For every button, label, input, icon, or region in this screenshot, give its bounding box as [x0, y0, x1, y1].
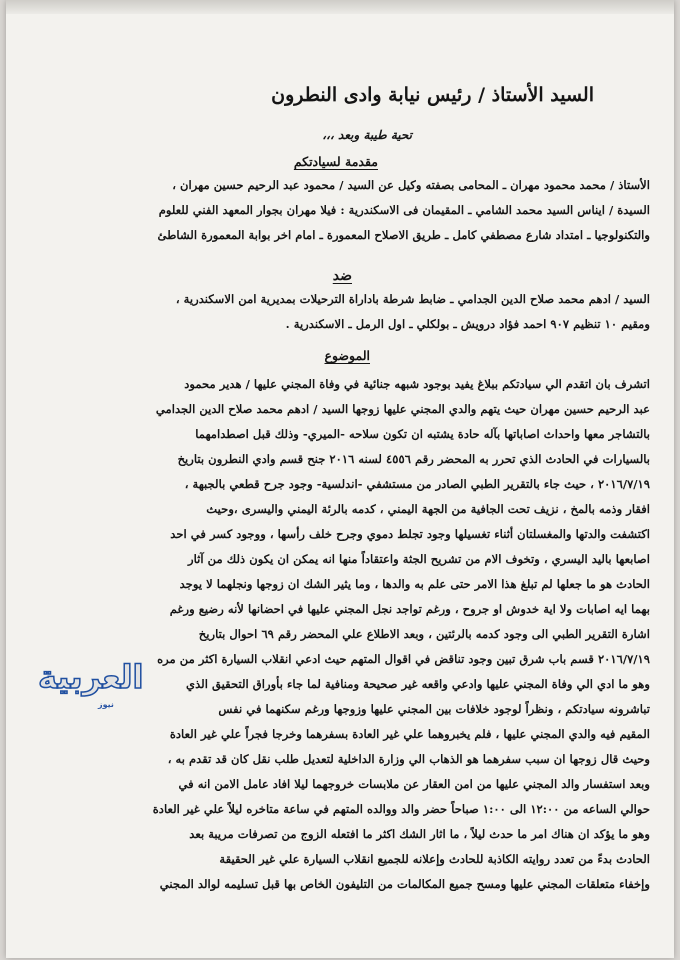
against-line: ومقيم ١٠ تنظيم ٩٠٧ احمد فؤاد درويش ـ بولكلي ـ اول الرمل ـ الاسكندرية .	[285, 317, 650, 331]
subject-line: وحيث قال زوجها ان سبب سفرهما هو الذهاب الي وزارة الداخلية لتعديل طلب نقل كان قد تقدم به ،	[167, 752, 650, 766]
subject-line: وهو ما يؤكد ان هناك امر ما حدث ليلاً ، ما اثار الشك اكثر ما افتعله الزوج من تصرفات مريبة بعد	[189, 827, 650, 841]
subject-line: اشارة التقرير الطبي الى وجود كدمه بالرئتين ، وبعد الاطلاع علي المحضر رقم ٦٩ احوال بتاريخ	[198, 627, 650, 641]
subject-section-title: الموضوع	[324, 348, 370, 363]
document-page	[6, 0, 674, 958]
against-section-title: ضد	[332, 268, 352, 284]
subject-line: بالسيارات في الحادث الذي تحرر به المحضر رقم ٤٥٥٦ لسنه ٢٠١٦ جنح قسم وادي النطرون بتاريخ	[177, 452, 650, 466]
against-paragraph	[30, 287, 650, 337]
subject-line: تباشرونه سيادتكم ، ونظراً لوجود خلافات بين المجني عليها وزوجها ورغم سكنهما في نفس	[218, 702, 650, 716]
intro-paragraph	[30, 173, 650, 248]
subject-line: اصابعها باليد اليسري ، وتخوف الام من تشريح الجثة واعتقاداً منها انه يمكن ان يكون ذلك من آثار	[188, 552, 650, 566]
intro-line: والتكنولوجيا ـ امتداد شارع مصطفي كامل ـ طريق الاصلاح المعمورة ـ امام اخر بوابة المعمورة الشاطئ	[157, 228, 650, 242]
intro-section-title: مقدمة لسيادتكم	[293, 154, 378, 169]
subject-line: ٢٠١٦/٧/١٩ ، حيث جاء بالتقرير الطبي الصادر من مستشفي -اندلسية- وجود جرح قطعي بالجبهة ،	[184, 477, 650, 491]
subject-line: الحادث بدءً من تعدد روايته الكاذبة للحادث وإعلانه للجميع انقلاب السيارة علي غير الحقيقة	[219, 852, 650, 866]
subject-line: ٢٠١٦/٧/١٩ قسم باب شرق تبين وجود تناقض في اقوال المتهم حيث ادعي انقلاب السيارة اكثر من مره	[157, 652, 650, 666]
subject-line: اكتشفت والدتها والمغسلتان أثناء تغسيلها وجود تجلط دموي وجرح خلف رأسها ، ووجود كسر في احد	[170, 527, 650, 541]
subject-line: وبعد استفسار والد المجني عليها من امن العقار عن ملابسات خروجهما ليلا افاد عامل الامن انه في	[178, 777, 650, 791]
subject-line: وإخفاء متعلقات المجني عليها ومسح جميع المكالمات من التليفون الخاص بها قبل تسليمه لوالد المجني	[159, 877, 650, 891]
addressee-heading: السيد الأستاذ / رئيس نيابة وادى النطرون	[271, 84, 594, 106]
subject-paragraph	[30, 372, 650, 897]
subject-line: المقيم فيه والدي المجني عليها ، فلم يخبروهما علي غير العادة بسفرهما وخرجا فجراً علي غير العادة	[169, 727, 650, 741]
subject-line: بهما ايه اصابات ولا اية خدوش او جروح ، ورغم تواجد نجل المجني عليها في احضانها لأنه رضيع ورغم	[169, 602, 650, 616]
subject-line: وهو ما ادي الي وفاة المجني عليها وادعي واقعه غير صحيحة ومنافية لما جاء بأوراق التحقيق الذي	[186, 677, 650, 691]
subject-line: بالتشاجر معها واحداث اصاباتها بآله حادة يشتبه ان تكون سلاحه -الميري- وذلك قبل اصطدامهما	[195, 427, 650, 441]
watermark-logo-subtext: نيوز	[98, 700, 114, 709]
subject-line: الحادث هو ما جعلها لم تبلغ هذا الامر حتى علم به والدها ، وما يثير الشك ان زوجها ونجلهما لا يوجد	[179, 577, 650, 591]
subject-line: عبد الرحيم حسين مهران حيث يتهم والدي المجني عليها زوجها السيد / ادهم محمد صلاح الدين الجدامي	[155, 402, 650, 416]
watermark-logo-text: العربية	[38, 658, 144, 696]
against-line: السيد / ادهم محمد صلاح الدين الجدامي ـ ضابط شرطة باداراة الترحيلات بمديرية امن الاسكندرية ،	[175, 292, 650, 306]
subject-line: حوالي الساعه من ١٢:٠٠ الى ١:٠٠ صباحاً حضر والد ووالده المتهم في ساعة متاخره ليلاً علي غير العادة	[152, 802, 650, 816]
subject-line: افقار وذمه بالمخ ، نزيف تحت الجافية من الجهة اليمني ، كدمه بالرئة اليمني واليسرى ،وحيث	[206, 502, 650, 516]
intro-line: السيدة / ايناس السيد محمد الشامي ـ المقيمان فى الاسكندرية : فيلا مهران بجوار المعهد الفني للعلوم	[158, 203, 650, 217]
greeting-line: تحية طيبة وبعد ،،،	[322, 128, 412, 142]
subject-line: اتشرف بان اتقدم الي سيادتكم ببلاغ يفيد بوجود شبهه جنائية في وفاة المجني عليها / هدير محمود	[184, 377, 650, 391]
document-content	[6, 0, 674, 958]
intro-line: الأستاذ / محمد محمود مهران ـ المحامى بصفته وكيل عن السيد / محمود عبد الرحيم حسين مهران ،	[172, 178, 650, 192]
